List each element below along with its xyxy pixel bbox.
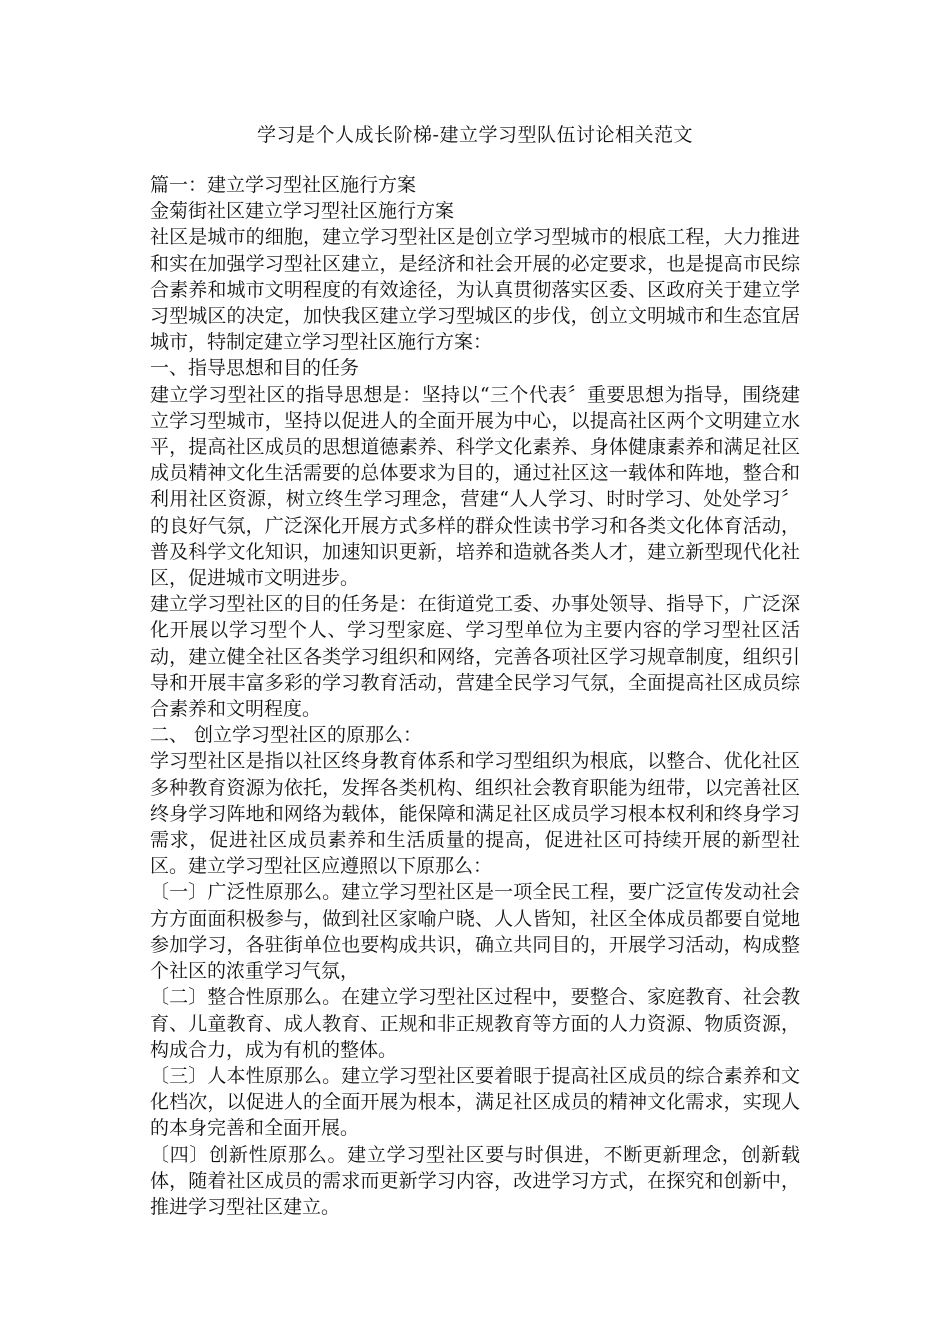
principle-three-paragraph: 〔三〕人本性原那么。建立学习型社区要着眼于提高社区成员的综合素养和文化档次，以促进人的全面开展为根本，满足社区成员的精神文化需求，实现人的本身完善和全面开展。 bbox=[150, 1064, 800, 1140]
document-title: 学习是个人成长阶梯-建立学习型队伍讨论相关范文 bbox=[257, 124, 693, 146]
principle-four-paragraph: 〔四〕创新性原那么。建立学习型社区要与时俱进，不断更新理念，创新载体，随着社区成员的需求而更新学习内容，改进学习方式，在探究和创新中，推进学习型社区建立。 bbox=[150, 1143, 800, 1218]
principle-one-paragraph: 〔一〕广泛性原那么。建立学习型社区是一项全民工程，要广泛宣传发动社会方方面面积极参与，做到社区家喻户晓、人人皆知，社区全体成员都要自觉地参加学习，各驻街单位也要构成共识，确立共同目的，开展学习活动，构成整个社区的浓重学习气氛， bbox=[150, 881, 800, 983]
subtitle: 金菊街社区建立学习型社区施行方案 bbox=[150, 200, 455, 223]
document-body bbox=[150, 172, 800, 1220]
section-heading-guiding-ideas: 一、指导思想和目的任务 bbox=[150, 357, 360, 380]
principle-two-paragraph: 〔二〕整合性原那么。在建立学习型社区过程中，要整合、家庭教育、社会教育、儿童教育、成人教育、正规和非正规教育等方面的人力资源、物质资源，构成合力，成为有机的整体。 bbox=[150, 986, 800, 1061]
section-heading-principles: 二、 创立学习型社区的原那么： bbox=[150, 724, 423, 747]
section-heading-part-one: 篇一：建立学习型社区施行方案 bbox=[150, 174, 417, 196]
guiding-ideas-paragraph: 建立学习型社区的指导思想是：坚持以“三个代表〞重要思想为指导，围绕建立学习型城市，坚持以促进人的全面开展为中心，以提高社区两个文明建立水平，提高社区成员的思想道德素养、科学文化素养、身体健康素养和满足社区成员精神文化生活需要的总体要求为目的，通过社区这一载体和阵地，整合和利用社区资源，树立终生学习理念，营建“人人学习、时时学习、处处学习〞的良好气氛，广泛深化开展方式多样的群众性读书学习和各类文化体育活动，普及科学文化知识，加速知识更新，培养和造就各类人才，建立新型现代化社区，促进城市文明进步。 bbox=[150, 383, 800, 590]
goals-paragraph: 建立学习型社区的目的任务是：在街道党工委、办事处领导、指导下，广泛深化开展以学习型个人、学习型家庭、学习型单位为主要内容的学习型社区活动，建立健全社区各类学习组织和网络，完善各项社区学习规章制度，组织引导和开展丰富多彩的学习教育活动，营建全民学习气氛，全面提高社区成员综合素养和文明程度。 bbox=[150, 593, 800, 721]
intro-paragraph: 社区是城市的细胞，建立学习型社区是创立学习型城市的根底工程，大力推进和实在加强学习型社区建立，是经济和社会开展的必定要求，也是提高市民综合素养和城市文明程度的有效途径，为认真贯彻落实区委、区政府关于建立学习型城区的决定，加快我区建立学习型城区的步伐，创立文明城市和生态宜居城市，特制定建立学习型社区施行方案： bbox=[150, 226, 800, 354]
principles-intro-paragraph: 学习型社区是指以社区终身教育体系和学习型组织为根底，以整合、优化社区多种教育资源为依托，发挥各类机构、组织社会教育职能为纽带，以完善社区终身学习阵地和网络为载体，能保障和满足社区成员学习根本权利和终身学习需求，促进社区成员素养和生活质量的提高，促进社区可持续开展的新型社区。建立学习型社区应遵照以下原那么： bbox=[150, 750, 800, 878]
